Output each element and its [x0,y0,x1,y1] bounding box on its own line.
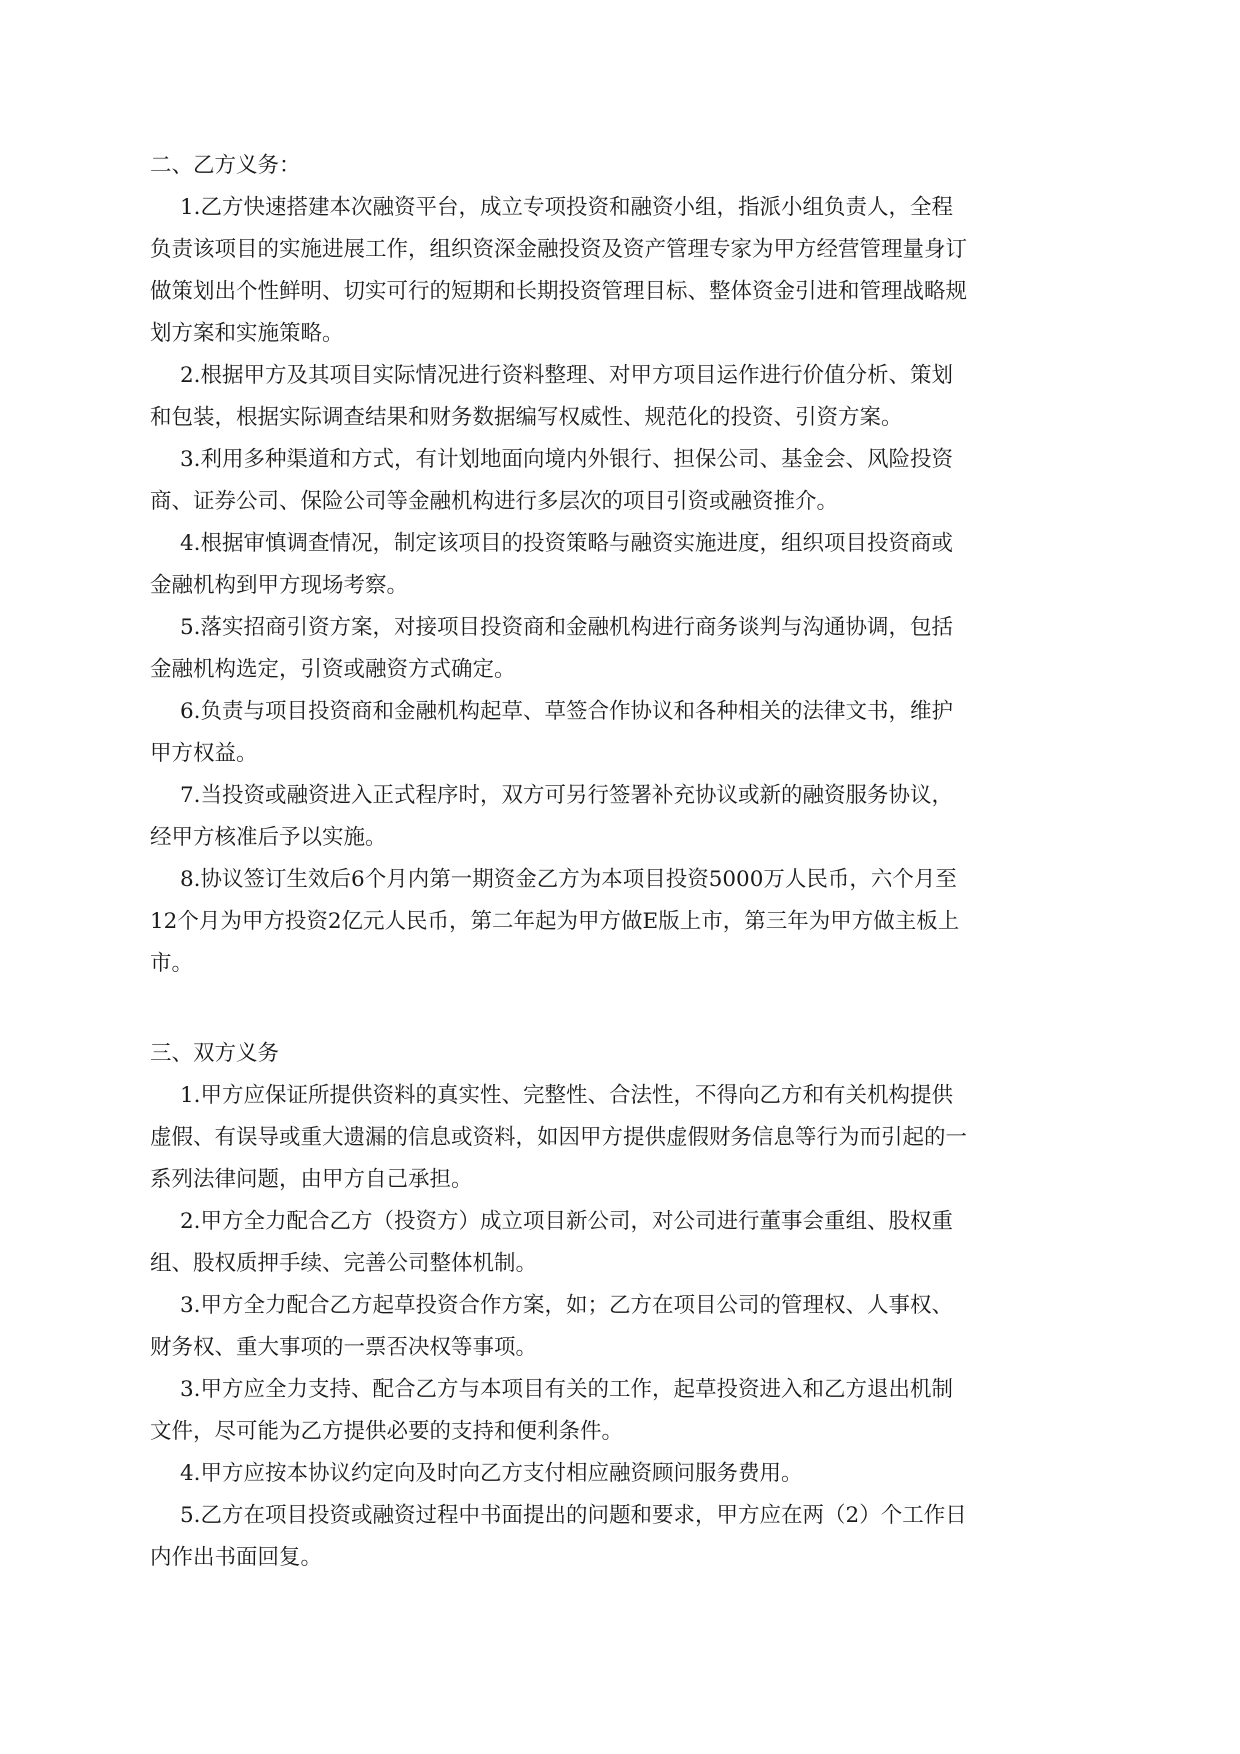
clause-line: 8.协议签订生效后6个月内第一期资金乙方为本项目投资5000万人民币，六个月至 [180,867,957,892]
clause-line: 3.甲方全力配合乙方起草投资合作方案，如；乙方在项目公司的管理权、人事权、 [180,1293,954,1318]
section-party-b-obligations [150,145,1098,985]
clause-line: 金融机构选定，引资或融资方式确定。 [150,657,516,682]
clause-item [150,1369,1098,1453]
clause-line: 2.甲方全力配合乙方（投资方）成立项目新公司，对公司进行董事会重组、股权重 [180,1209,954,1234]
clause-line: 负责该项目的实施进展工作，组织资深金融投资及资产管理专家为甲方经营管理量身订 [150,237,968,262]
clause-line: 和包装，根据实际调查结果和财务数据编写权威性、规范化的投资、引资方案。 [150,405,903,430]
clause-item [150,355,1098,439]
clause-item [150,439,1098,523]
clause-line: 做策划出个性鲜明、切实可行的短期和长期投资管理目标、整体资金引进和管理战略规 [150,279,968,304]
clause-line: 6.负责与项目投资商和金融机构起草、草签合作协议和各种相关的法律文书，维护 [180,699,954,724]
clause-line: 3.利用多种渠道和方式，有计划地面向境内外银行、担保公司、基金会、风险投资 [180,447,954,472]
clause-line: 12个月为甲方投资2亿元人民币，第二年起为甲方做E版上市，第三年为甲方做主板上 [150,909,960,934]
clause-item [150,1495,1098,1579]
clause-item [150,1075,1098,1201]
clause-line: 甲方权益。 [150,741,258,766]
clause-item [150,187,1098,355]
clause-line: 3.甲方应全力支持、配合乙方与本项目有关的工作，起草投资进入和乙方退出机制 [180,1377,954,1402]
clause-line: 内作出书面回复。 [150,1545,323,1570]
clause-item [150,691,1098,775]
clause-line: 5.乙方在项目投资或融资过程中书面提出的问题和要求，甲方应在两（2）个工作日 [180,1503,967,1528]
clause-line: 组、股权质押手续、完善公司整体机制。 [150,1251,538,1276]
clause-line: 文件，尽可能为乙方提供必要的支持和便利条件。 [150,1419,624,1444]
clause-item [150,859,1098,985]
clause-line: 商、证券公司、保险公司等金融机构进行多层次的项目引资或融资推介。 [150,489,839,514]
section-heading: 三、双方义务 [150,1041,280,1066]
document-page [150,145,1098,1579]
clause-line: 2.根据甲方及其项目实际情况进行资料整理、对甲方项目运作进行价值分析、策划 [180,363,954,388]
clause-line: 4.根据审慎调查情况，制定该项目的投资策略与融资实施进度，组织项目投资商或 [180,531,954,556]
clause-line: 4.甲方应按本协议约定向及时向乙方支付相应融资顾问服务费用。 [180,1461,803,1486]
clause-line: 1.乙方快速搭建本次融资平台，成立专项投资和融资小组，指派小组负责人，全程 [180,195,954,220]
section-mutual-obligations [150,1033,1098,1579]
clause-line: 5.落实招商引资方案，对接项目投资商和金融机构进行商务谈判与沟通协调，包括 [180,615,954,640]
clause-line: 系列法律问题，由甲方自己承担。 [150,1167,473,1192]
clause-item [150,775,1098,859]
section-heading: 二、乙方义务： [150,153,301,178]
clause-line: 虚假、有误导或重大遗漏的信息或资料，如因甲方提供虚假财务信息等行为而引起的一 [150,1125,968,1150]
clause-line: 财务权、重大事项的一票否决权等事项。 [150,1335,538,1360]
clause-item [150,1285,1098,1369]
clause-item [150,1453,1098,1495]
clause-item [150,607,1098,691]
clause-item [150,523,1098,607]
clause-line: 经甲方核准后予以实施。 [150,825,387,850]
clause-line: 市。 [150,951,194,976]
clause-line: 7.当投资或融资进入正式程序时，双方可另行签署补充协议或新的融资服务协议， [180,783,954,808]
clause-item [150,1201,1098,1285]
clause-line: 金融机构到甲方现场考察。 [150,573,409,598]
clause-line: 1.甲方应保证所提供资料的真实性、完整性、合法性，不得向乙方和有关机构提供 [180,1083,954,1108]
clause-line: 划方案和实施策略。 [150,321,344,346]
